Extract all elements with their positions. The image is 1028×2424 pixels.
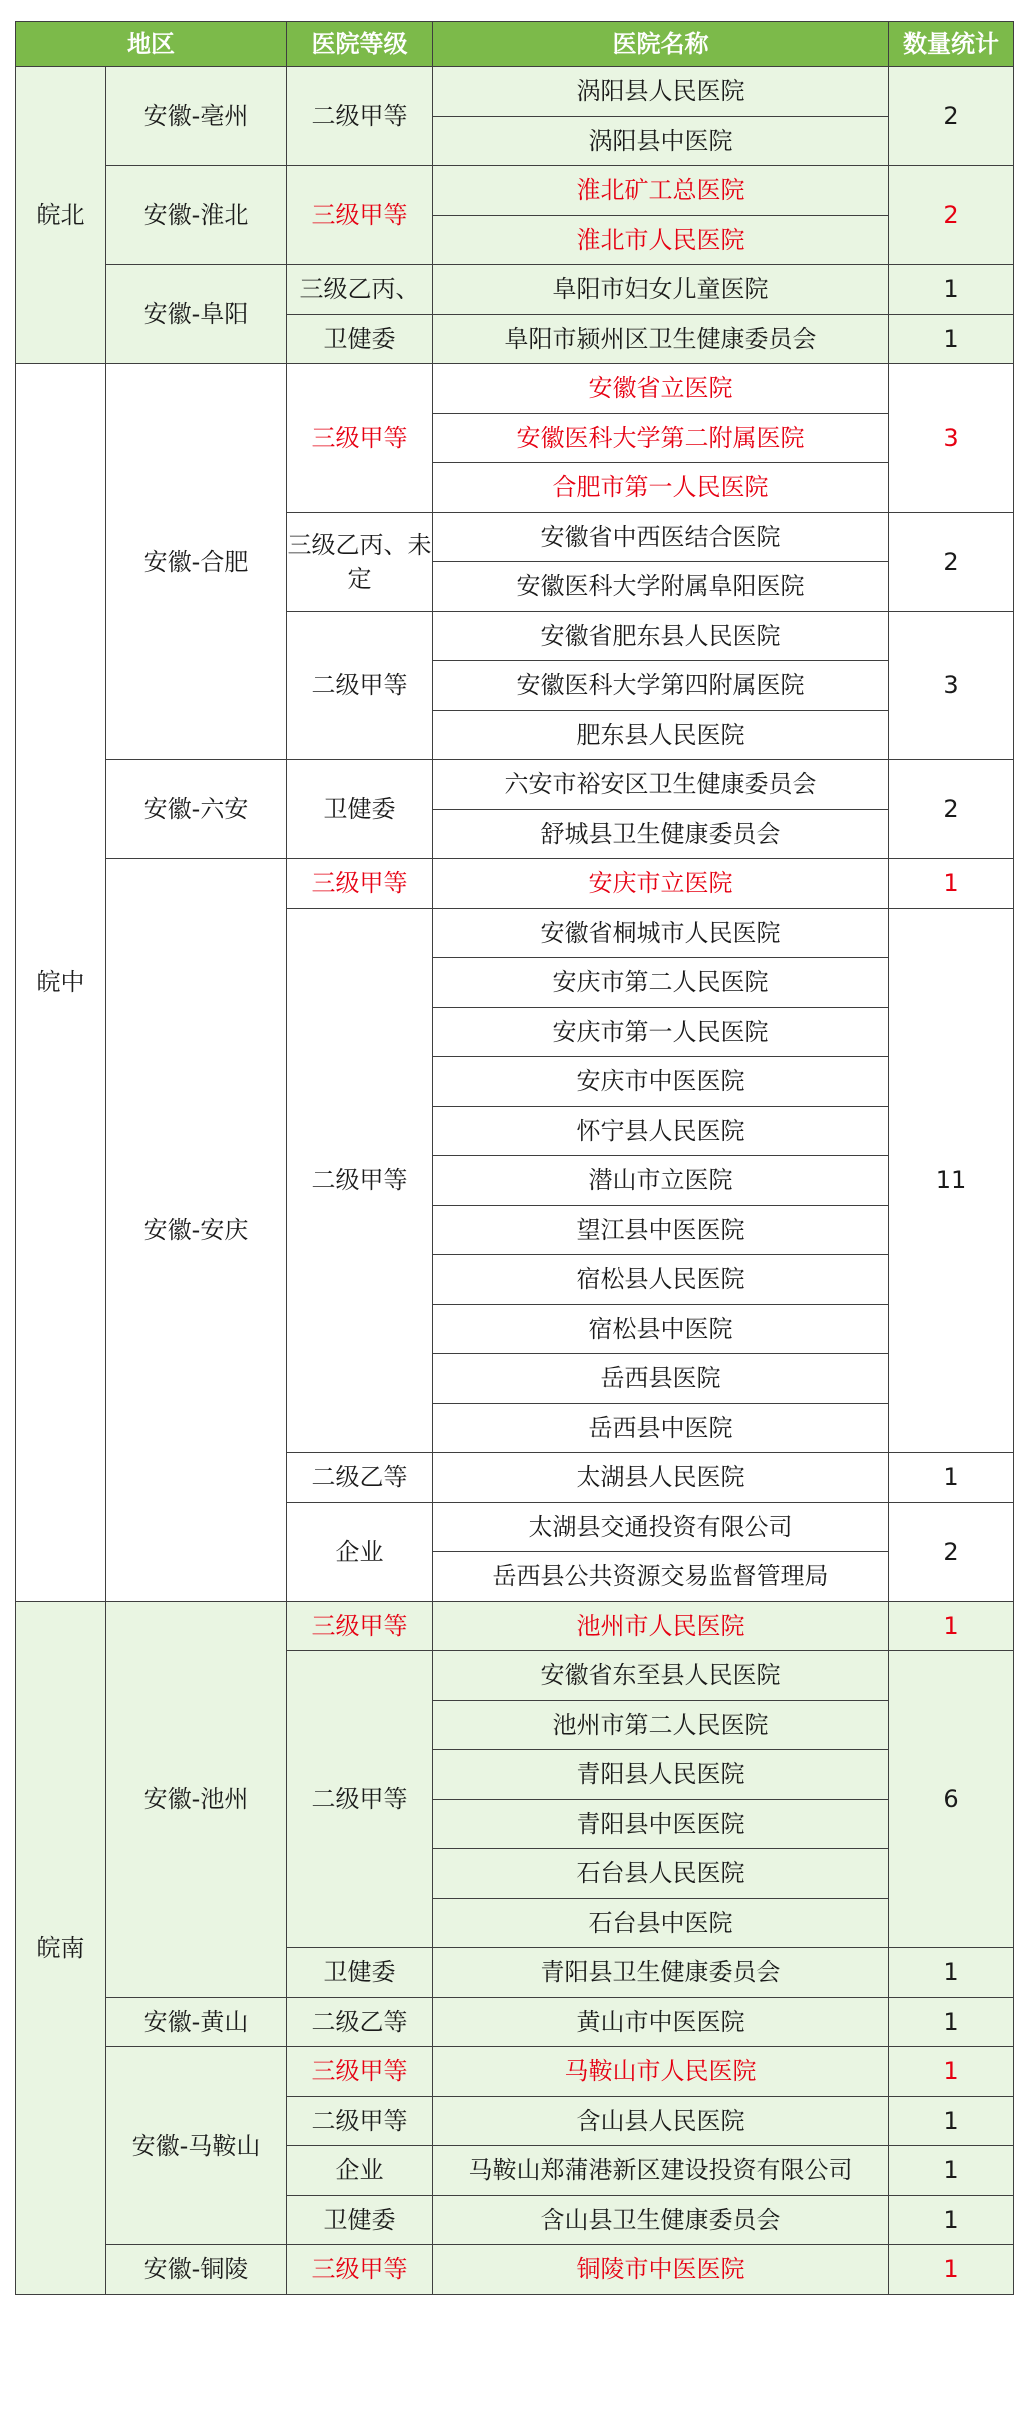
table-row bbox=[16, 1601, 1014, 1651]
count-cell: 1 bbox=[889, 859, 1014, 909]
hospital-cell: 安徽医科大学第二附属医院 bbox=[433, 413, 889, 463]
count-cell: 1 bbox=[889, 2047, 1014, 2097]
hospital-cell: 石台县中医院 bbox=[433, 1898, 889, 1948]
city-cell: 安徽-淮北 bbox=[106, 166, 287, 265]
hospital-cell: 岳西县公共资源交易监督管理局 bbox=[433, 1552, 889, 1602]
grade-cell: 三级甲等 bbox=[287, 1601, 433, 1651]
hospital-cell: 岳西县医院 bbox=[433, 1354, 889, 1404]
header-region: 地区 bbox=[16, 22, 287, 67]
hospital-cell: 岳西县中医院 bbox=[433, 1403, 889, 1453]
grade-cell: 卫健委 bbox=[287, 760, 433, 859]
count-cell: 6 bbox=[889, 1651, 1014, 1948]
city-cell: 安徽-安庆 bbox=[106, 859, 287, 1602]
hospital-cell: 青阳县中医医院 bbox=[433, 1799, 889, 1849]
grade-cell: 三级甲等 bbox=[287, 859, 433, 909]
city-cell: 安徽-池州 bbox=[106, 1601, 287, 1997]
hospital-cell: 阜阳市颍州区卫生健康委员会 bbox=[433, 314, 889, 364]
count-cell: 1 bbox=[889, 1997, 1014, 2047]
count-cell: 1 bbox=[889, 265, 1014, 315]
header-count: 数量统计 bbox=[889, 22, 1014, 67]
grade-cell: 卫健委 bbox=[287, 2195, 433, 2245]
table-row bbox=[16, 859, 1014, 909]
city-cell: 安徽-合肥 bbox=[106, 364, 287, 760]
count-cell: 3 bbox=[889, 611, 1014, 760]
city-cell: 安徽-铜陵 bbox=[106, 2245, 287, 2295]
hospital-cell: 池州市人民医院 bbox=[433, 1601, 889, 1651]
hospital-cell: 太湖县交通投资有限公司 bbox=[433, 1502, 889, 1552]
city-cell: 安徽-六安 bbox=[106, 760, 287, 859]
grade-cell: 二级甲等 bbox=[287, 1651, 433, 1948]
grade-cell: 卫健委 bbox=[287, 1948, 433, 1998]
hospital-table bbox=[15, 21, 1014, 2295]
city-cell: 安徽-亳州 bbox=[106, 67, 287, 166]
hospital-cell: 安徽省中西医结合医院 bbox=[433, 512, 889, 562]
hospital-cell: 怀宁县人民医院 bbox=[433, 1106, 889, 1156]
grade-cell: 三级乙丙、 bbox=[287, 265, 433, 315]
hospital-cell: 安徽省东至县人民医院 bbox=[433, 1651, 889, 1701]
hospital-cell: 安徽省肥东县人民医院 bbox=[433, 611, 889, 661]
count-cell: 1 bbox=[889, 2195, 1014, 2245]
hospital-cell: 石台县人民医院 bbox=[433, 1849, 889, 1899]
count-cell: 11 bbox=[889, 908, 1014, 1453]
table-row bbox=[16, 2047, 1014, 2097]
grade-cell: 三级甲等 bbox=[287, 2047, 433, 2097]
hospital-cell: 宿松县中医院 bbox=[433, 1304, 889, 1354]
hospital-cell: 安徽医科大学附属阜阳医院 bbox=[433, 562, 889, 612]
grade-cell: 企业 bbox=[287, 1502, 433, 1601]
header-hospital-name: 医院名称 bbox=[433, 22, 889, 67]
zone-cell: 皖中 bbox=[16, 364, 106, 1602]
count-cell: 1 bbox=[889, 1453, 1014, 1503]
hospital-table-wrapper bbox=[15, 21, 1014, 2295]
hospital-cell: 宿松县人民医院 bbox=[433, 1255, 889, 1305]
table-row bbox=[16, 166, 1014, 216]
hospital-cell: 黄山市中医医院 bbox=[433, 1997, 889, 2047]
hospital-cell: 安徽省桐城市人民医院 bbox=[433, 908, 889, 958]
table-row bbox=[16, 760, 1014, 810]
hospital-cell: 青阳县卫生健康委员会 bbox=[433, 1948, 889, 1998]
count-cell: 1 bbox=[889, 2245, 1014, 2295]
count-cell: 2 bbox=[889, 512, 1014, 611]
hospital-cell: 马鞍山市人民医院 bbox=[433, 2047, 889, 2097]
grade-cell: 三级甲等 bbox=[287, 364, 433, 513]
table-row bbox=[16, 1997, 1014, 2047]
hospital-cell: 舒城县卫生健康委员会 bbox=[433, 809, 889, 859]
grade-cell: 企业 bbox=[287, 2146, 433, 2196]
zone-cell: 皖北 bbox=[16, 67, 106, 364]
count-cell: 2 bbox=[889, 67, 1014, 166]
hospital-cell: 马鞍山郑蒲港新区建设投资有限公司 bbox=[433, 2146, 889, 2196]
hospital-cell: 涡阳县人民医院 bbox=[433, 67, 889, 117]
header-grade: 医院等级 bbox=[287, 22, 433, 67]
count-cell: 2 bbox=[889, 760, 1014, 859]
table-row bbox=[16, 67, 1014, 117]
hospital-cell: 涡阳县中医院 bbox=[433, 116, 889, 166]
count-cell: 1 bbox=[889, 1948, 1014, 1998]
hospital-cell: 安徽医科大学第四附属医院 bbox=[433, 661, 889, 711]
count-cell: 3 bbox=[889, 364, 1014, 513]
grade-cell: 二级甲等 bbox=[287, 2096, 433, 2146]
hospital-cell: 阜阳市妇女儿童医院 bbox=[433, 265, 889, 315]
grade-cell: 三级甲等 bbox=[287, 2245, 433, 2295]
hospital-cell: 青阳县人民医院 bbox=[433, 1750, 889, 1800]
table-header-row bbox=[16, 22, 1014, 67]
city-cell: 安徽-马鞍山 bbox=[106, 2047, 287, 2245]
count-cell: 1 bbox=[889, 2146, 1014, 2196]
hospital-cell: 潜山市立医院 bbox=[433, 1156, 889, 1206]
grade-cell: 三级甲等 bbox=[287, 166, 433, 265]
grade-cell: 二级乙等 bbox=[287, 1997, 433, 2047]
city-cell: 安徽-阜阳 bbox=[106, 265, 287, 364]
grade-cell: 二级甲等 bbox=[287, 908, 433, 1453]
table-row bbox=[16, 364, 1014, 414]
hospital-cell: 安庆市第一人民医院 bbox=[433, 1007, 889, 1057]
count-cell: 1 bbox=[889, 314, 1014, 364]
hospital-cell: 合肥市第一人民医院 bbox=[433, 463, 889, 513]
count-cell: 1 bbox=[889, 2096, 1014, 2146]
hospital-cell: 太湖县人民医院 bbox=[433, 1453, 889, 1503]
count-cell: 2 bbox=[889, 166, 1014, 265]
hospital-cell: 铜陵市中医医院 bbox=[433, 2245, 889, 2295]
hospital-cell: 淮北市人民医院 bbox=[433, 215, 889, 265]
hospital-cell: 安庆市中医医院 bbox=[433, 1057, 889, 1107]
hospital-cell: 含山县卫生健康委员会 bbox=[433, 2195, 889, 2245]
hospital-cell: 安庆市第二人民医院 bbox=[433, 958, 889, 1008]
city-cell: 安徽-黄山 bbox=[106, 1997, 287, 2047]
zone-cell: 皖南 bbox=[16, 1601, 106, 2294]
grade-cell: 二级乙等 bbox=[287, 1453, 433, 1503]
hospital-cell: 池州市第二人民医院 bbox=[433, 1700, 889, 1750]
hospital-cell: 安徽省立医院 bbox=[433, 364, 889, 414]
table-row bbox=[16, 265, 1014, 315]
grade-cell: 三级乙丙、未定 bbox=[287, 512, 433, 611]
hospital-cell: 望江县中医医院 bbox=[433, 1205, 889, 1255]
hospital-cell: 淮北矿工总医院 bbox=[433, 166, 889, 216]
table-row bbox=[16, 2245, 1014, 2295]
grade-cell: 二级甲等 bbox=[287, 67, 433, 166]
hospital-cell: 肥东县人民医院 bbox=[433, 710, 889, 760]
grade-cell: 二级甲等 bbox=[287, 611, 433, 760]
grade-cell: 卫健委 bbox=[287, 314, 433, 364]
hospital-cell: 六安市裕安区卫生健康委员会 bbox=[433, 760, 889, 810]
count-cell: 2 bbox=[889, 1502, 1014, 1601]
count-cell: 1 bbox=[889, 1601, 1014, 1651]
hospital-cell: 安庆市立医院 bbox=[433, 859, 889, 909]
hospital-cell: 含山县人民医院 bbox=[433, 2096, 889, 2146]
